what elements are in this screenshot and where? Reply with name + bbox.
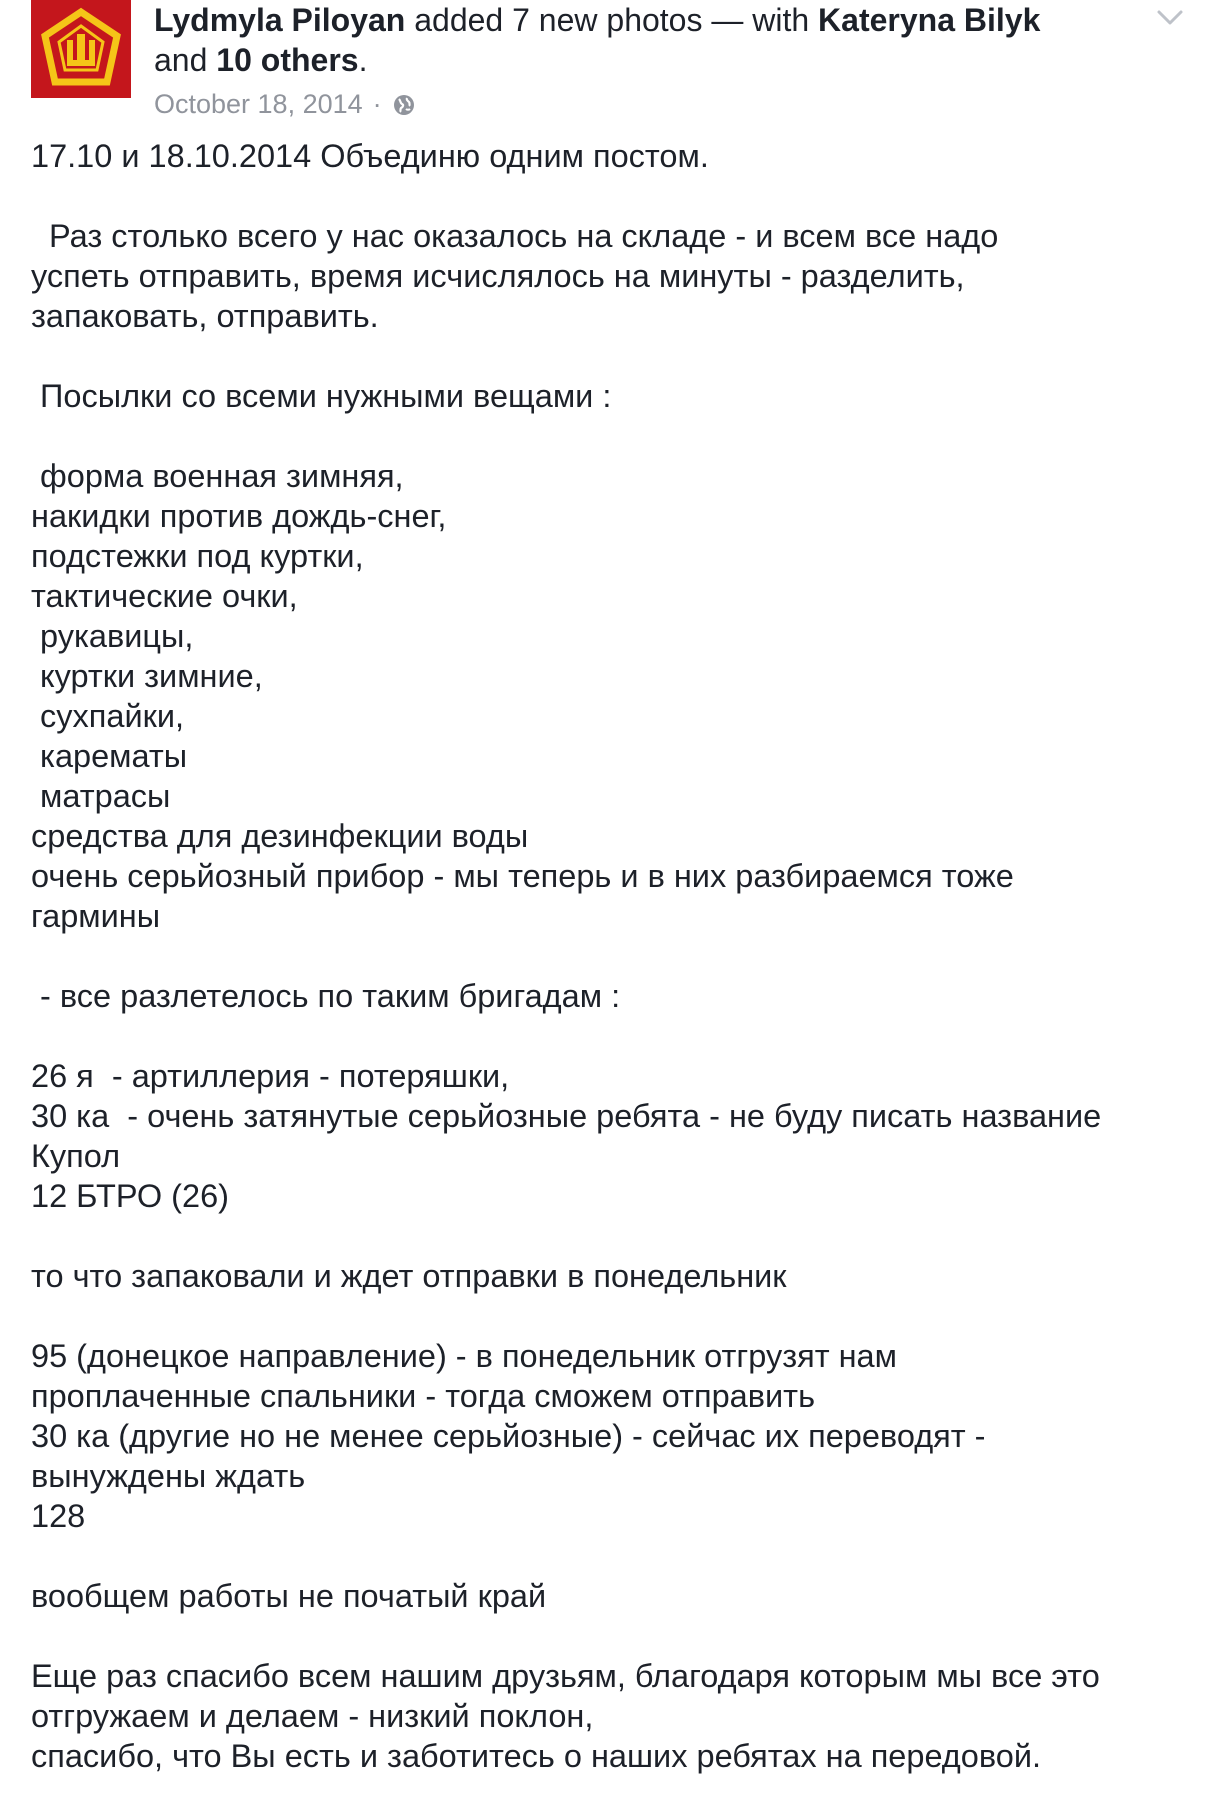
post-body-line: запаковать, отправить.: [31, 298, 379, 334]
post-body-line: [31, 416, 1191, 456]
post-body-line: гармины: [31, 898, 161, 934]
post-body-line: сухпайки,: [31, 698, 185, 734]
post-body-line: успеть отправить, время исчислялось на минуты - разделить,: [31, 258, 965, 294]
post-body-line: [31, 1536, 1191, 1576]
author-link[interactable]: Lydmyla Piloyan: [154, 2, 406, 38]
post-body-line: Еще раз спасибо всем нашим друзьям, благодаря которым мы все это: [31, 1658, 1100, 1694]
post-body-line: куртки зимние,: [31, 658, 263, 694]
post-body-line: Посылки со всеми нужными вещами :: [31, 378, 612, 414]
post-body-line: [31, 1016, 1191, 1056]
post-body-line: 30 ка (другие но не менее серьйозные) - сейчас их переводят -: [31, 1418, 986, 1454]
post-body-line: очень серьйозный прибор - мы теперь и в них разбираемся тоже: [31, 858, 1014, 894]
post-body-line: 26 я - артиллерия - потеряшки,: [31, 1058, 510, 1094]
post-date[interactable]: October 18, 2014: [154, 89, 363, 119]
post-body-line: 12 БТРО (26): [31, 1178, 229, 1214]
globe-icon[interactable]: [392, 93, 416, 117]
post-body-line: вынуждены ждать: [31, 1458, 306, 1494]
period: .: [358, 42, 368, 78]
post-body-line: проплаченные спальники - тогда сможем отправить: [31, 1378, 815, 1414]
conjunction: and: [154, 42, 208, 78]
post-body-line: тактические очки,: [31, 578, 298, 614]
post-body-line: Раз столько всего у нас оказалось на складе - и всем все надо: [31, 218, 999, 254]
chevron-down-icon[interactable]: [1155, 6, 1185, 30]
post-body-line: 128: [31, 1498, 86, 1534]
post-body-line: 95 (донецкое направление) - в понедельник отгрузят нам: [31, 1338, 897, 1374]
tagged-person-link[interactable]: Kateryna Bilyk: [818, 2, 1041, 38]
avatar[interactable]: [31, 0, 131, 98]
post-body-line: матрасы: [31, 778, 171, 814]
emblem-icon: [31, 0, 131, 98]
post-body-line: [31, 1216, 1191, 1256]
post-body-line: [31, 936, 1191, 976]
post-body-line: карематы: [31, 738, 188, 774]
post-body-line: рукавицы,: [31, 618, 194, 654]
post-header: [154, 0, 1114, 80]
post-meta: [154, 86, 416, 122]
post-body-line: то что запаковали и ждет отправки в понедельник: [31, 1258, 787, 1294]
post-body-line: [31, 1296, 1191, 1336]
post-body-line: [31, 1616, 1191, 1656]
post-body-line: [31, 176, 1191, 216]
post-body-line: 17.10 и 18.10.2014 Объединю одним постом.: [31, 138, 709, 174]
post-body-line: средства для дезинфекции воды: [31, 818, 529, 854]
post-body-line: вообщем работы не початый край: [31, 1578, 547, 1614]
post-body-line: - все разлетелось по таким бригадам :: [31, 978, 621, 1014]
post-body-line: спасибо, что Вы есть и заботитесь о наших ребятах на передовой.: [31, 1738, 1042, 1774]
post-body-line: форма военная зимняя,: [31, 458, 404, 494]
post-body: [31, 136, 1191, 1776]
post-action: added 7 new photos — with: [414, 2, 810, 38]
post-body-line: [31, 336, 1191, 376]
meta-separator: ·: [372, 89, 382, 119]
post-body-line: 30 ка - очень затянутые серьйозные ребята - не буду писать название: [31, 1098, 1102, 1134]
tagged-others-link[interactable]: 10 others: [216, 42, 359, 78]
post-body-line: отгружаем и делаем - низкий поклон,: [31, 1698, 594, 1734]
post-body-line: Купол: [31, 1138, 121, 1174]
post-body-line: накидки против дождь-снег,: [31, 498, 447, 534]
post-body-line: подстежки под куртки,: [31, 538, 364, 574]
